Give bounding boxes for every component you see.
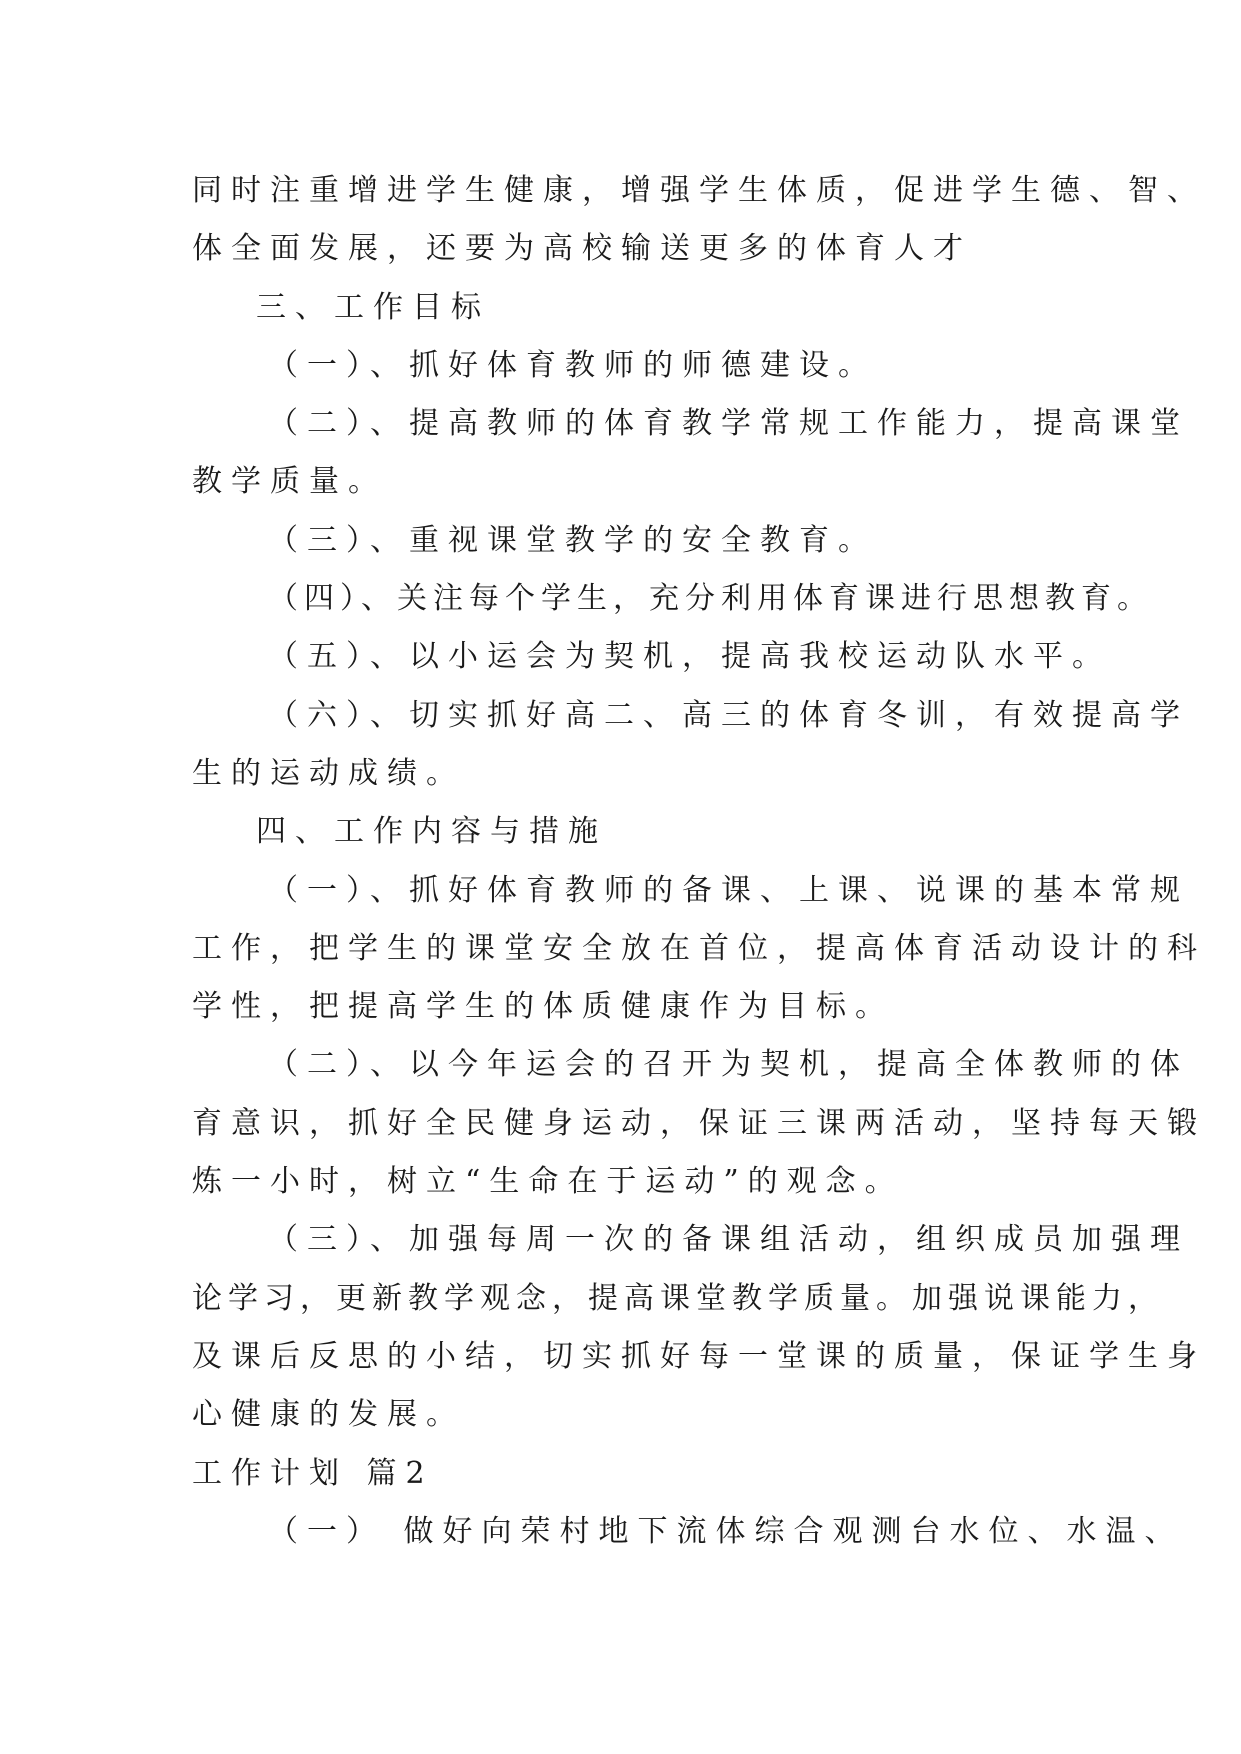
- goal-item-2-continued: 教学质量。: [192, 464, 387, 500]
- goal-item-3: （三）、重视课堂教学的安全教育。: [268, 522, 877, 558]
- section-heading-work-content: 四、工作内容与措施: [256, 814, 607, 850]
- measure-item-1-line-2: 工作，把学生的课堂安全放在首位，提高体育活动设计的科: [192, 930, 1206, 966]
- section-heading-work-goals: 三、工作目标: [256, 289, 490, 325]
- goal-item-2: （二）、提高教师的体育教学常规工作能力，提高课堂: [268, 406, 1189, 442]
- measure-item-1: （一）、抓好体育教师的备课、上课、说课的基本常规: [268, 872, 1189, 908]
- goal-item-1: （一）、抓好体育教师的师德建设。: [268, 347, 877, 383]
- measure-item-3-line-2: 论学习，更新教学观念，提高课堂教学质量。加强说课能力，: [192, 1280, 1164, 1316]
- goal-item-6-continued: 生的运动成绩。: [192, 755, 465, 791]
- document-body: [192, 162, 1206, 1561]
- plan-2-item-1: （一） 做好向荣村地下流体综合观测台水位、水温、: [268, 1513, 1184, 1549]
- measure-item-1-line-3: 学性，把提高学生的体质健康作为目标。: [192, 989, 894, 1025]
- measure-item-3-line-3: 及课后反思的小结，切实抓好每一堂课的质量，保证学生身: [192, 1338, 1206, 1374]
- body-line-2: 体全面发展，还要为高校输送更多的体育人才: [192, 231, 972, 267]
- body-line-1: 同时注重增进学生健康，增强学生体质，促进学生德、智、: [192, 173, 1206, 208]
- measure-item-3: （三）、加强每周一次的备课组活动，组织成员加强理: [268, 1222, 1189, 1258]
- goal-item-5: （五）、以小运会为契机，提高我校运动队水平。: [268, 639, 1111, 675]
- measure-item-3-line-4: 心健康的发展。: [192, 1397, 465, 1433]
- measure-item-2: （二）、以今年运会的召开为契机，提高全体教师的体: [268, 1047, 1189, 1083]
- measure-item-2-line-3: 炼一小时，树立“生命在于运动”的观念。: [192, 1164, 904, 1200]
- goal-item-4: （四）、关注每个学生，充分利用体育课进行思想教育。: [268, 581, 1153, 617]
- goal-item-6: （六）、切实抓好高二、高三的体育冬训，有效提高学: [268, 697, 1189, 733]
- measure-item-2-line-2: 育意识，抓好全民健身运动，保证三课两活动，坚持每天锻: [192, 1105, 1206, 1141]
- section-title-work-plan-2: 工作计划 篇2: [192, 1455, 434, 1491]
